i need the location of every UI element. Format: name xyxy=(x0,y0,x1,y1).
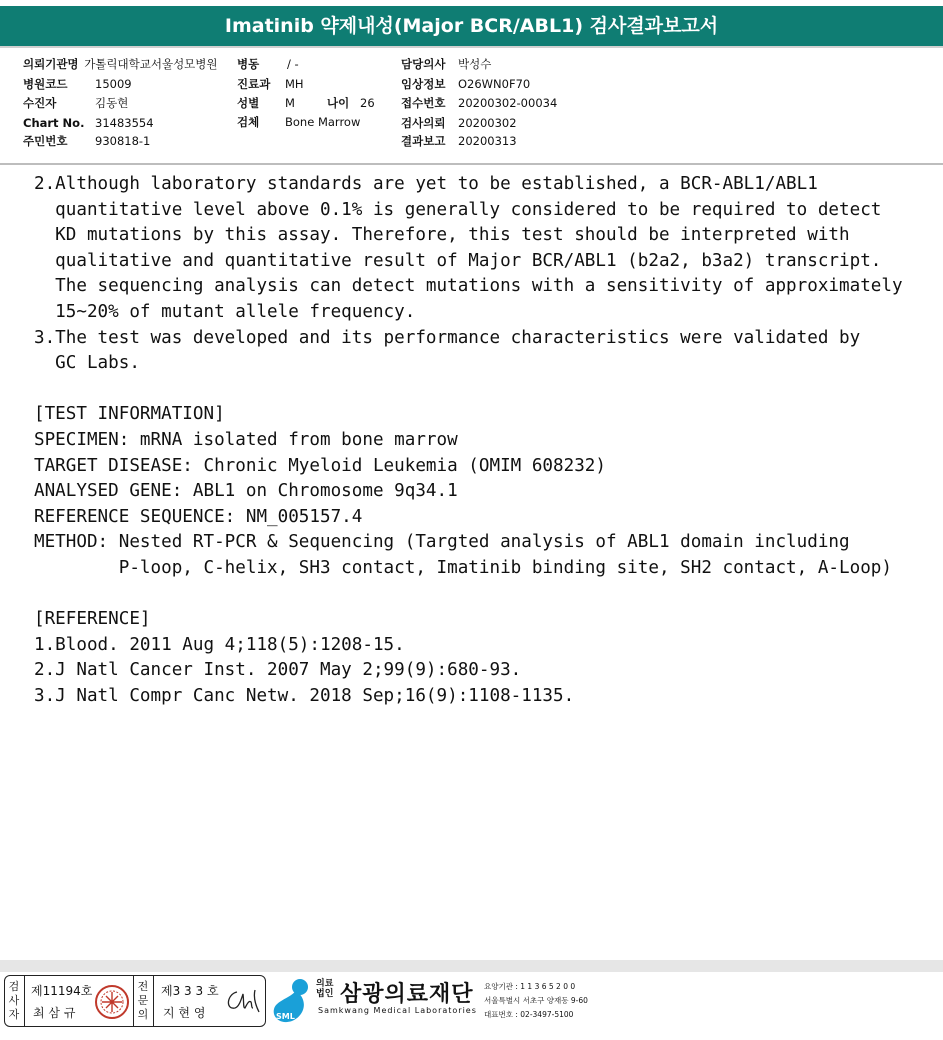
age-label: 나이 xyxy=(327,96,350,110)
header-divider xyxy=(0,163,943,165)
title-divider xyxy=(0,46,943,48)
clinical-row xyxy=(401,77,531,91)
patient-row xyxy=(23,96,129,110)
org-phone: 대표번호 : 02-3497-5100 xyxy=(484,1010,574,1019)
dept-label: 진료과 xyxy=(237,77,271,91)
institution-row xyxy=(23,57,218,71)
specialist-name: 지 현 영 xyxy=(163,1006,206,1020)
receipt-row xyxy=(401,96,558,110)
report-body-line: quantitative level above 0.1% is generally considered to be required to detect xyxy=(34,199,882,220)
org-logo-area xyxy=(272,975,602,1027)
examiner-name: 최 삼 규 xyxy=(33,1006,76,1020)
logo-text: SML xyxy=(276,1012,295,1021)
doctor-label: 담당의사 xyxy=(401,57,446,71)
chart-row xyxy=(23,116,154,130)
report-body-line: 2.J Natl Cancer Inst. 2007 May 2;99(9):680-93. xyxy=(34,660,522,681)
receipt-label: 접수번호 xyxy=(401,96,446,110)
org-prefix-2: 법인 xyxy=(316,989,334,999)
org-code: 요양기관 : 1 1 3 6 5 2 0 0 xyxy=(484,982,576,991)
patient-value: 김동현 xyxy=(95,96,129,110)
request-label: 검사의뢰 xyxy=(401,116,446,130)
report-body-line: 3.The test was developed and its performance characteristics were validated by xyxy=(34,327,861,348)
org-address: 서울특별시 서초구 양재동 9-60 xyxy=(484,996,588,1005)
org-english-name: Samkwang Medical Laboratories xyxy=(318,1006,477,1015)
report-date-row xyxy=(401,134,517,148)
clinical-label: 임상정보 xyxy=(401,77,446,91)
specimen-value: Bone Marrow xyxy=(285,115,361,129)
report-date-value: 20200313 xyxy=(458,134,517,148)
id-row xyxy=(23,134,151,148)
report-body xyxy=(34,172,934,709)
signature-divider xyxy=(24,976,25,1026)
sex-value: M xyxy=(285,96,295,110)
age-value: 26 xyxy=(360,96,375,110)
report-body-line: 1.Blood. 2011 Aug 4;118(5):1208-15. xyxy=(34,634,405,655)
request-value: 20200302 xyxy=(458,116,517,130)
dept-row xyxy=(237,77,304,91)
report-body-line: qualitative and quantitative result of Major BCR/ABL1 (b2a2, b3a2) transcript. xyxy=(34,250,882,271)
chart-value: 31483554 xyxy=(95,116,154,130)
signature-divider xyxy=(133,976,134,1026)
report-body-line: REFERENCE SEQUENCE: NM_005157.4 xyxy=(34,506,363,527)
clinical-value: O26WN0F70 xyxy=(458,77,531,91)
org-prefix-1: 의료 xyxy=(316,979,334,989)
signature-divider xyxy=(153,976,154,1026)
report-body-line: [TEST INFORMATION] xyxy=(34,404,225,425)
examiner-number: 제11194호 xyxy=(31,984,93,998)
report-body-line: TARGET DISEASE: Chronic Myeloid Leukemia (OMIM 608232) xyxy=(34,455,606,476)
doctor-row xyxy=(401,57,492,71)
report-body-line xyxy=(34,377,934,403)
specimen-label: 검체 xyxy=(237,115,260,129)
report-body-line: METHOD: Nested RT-PCR & Sequencing (Targted analysis of ABL1 domain including xyxy=(34,532,850,553)
dept-value: MH xyxy=(285,77,304,91)
sml-logo-icon xyxy=(272,977,314,1025)
report-body-line: P-loop, C-helix, SH3 contact, Imatinib binding site, SH2 contact, A-Loop) xyxy=(34,557,892,578)
report-body-line: 3.J Natl Compr Canc Netw. 2018 Sep;16(9):1108-1135. xyxy=(34,685,575,706)
footer-divider xyxy=(0,960,943,972)
hospital-code-value: 15009 xyxy=(95,77,132,91)
org-name: 삼광의료재단 xyxy=(340,982,474,1007)
report-body-line: KD mutations by this assay. Therefore, this test should be interpreted with xyxy=(34,225,850,246)
patient-label: 수진자 xyxy=(23,96,57,110)
org-prefix xyxy=(316,979,333,999)
report-date-label: 결과보고 xyxy=(401,134,446,148)
hospital-code-label: 병원코드 xyxy=(23,77,68,91)
sex-label: 성별 xyxy=(237,96,260,110)
signature-box xyxy=(4,975,266,1027)
id-label: 주민번호 xyxy=(23,134,68,148)
ward-label: 병동 xyxy=(237,57,260,71)
report-body-line: 2.Although laboratory standards are yet to be established, a BCR-ABL1/ABL1 xyxy=(34,174,818,194)
report-body-line: The sequencing analysis can detect mutations with a sensitivity of approximately xyxy=(34,276,903,297)
receipt-value: 20200302-00034 xyxy=(458,96,558,110)
hospital-code-row xyxy=(23,77,132,91)
request-row xyxy=(401,116,517,130)
institution-label: 의뢰기관명 xyxy=(23,57,79,71)
ward-value: / - xyxy=(287,57,299,71)
specialist-label: 전 문 의 xyxy=(137,980,149,1021)
report-title: Imatinib 약제내성(Major BCR/ABL1) 검사결과보고서 xyxy=(0,6,943,46)
ward-row xyxy=(237,57,299,71)
specimen-row xyxy=(237,115,361,129)
report-body-line: [REFERENCE] xyxy=(34,609,151,630)
specialist-number: 제3 3 3 호 xyxy=(161,984,219,998)
examiner-label: 검 사 자 xyxy=(8,980,20,1021)
institution-value: 가톨릭대학교서울성모병원 xyxy=(84,57,218,71)
report-body-line: ANALYSED GENE: ABL1 on Chromosome 9q34.1 xyxy=(34,481,458,502)
doctor-value: 박성수 xyxy=(458,57,492,71)
report-body-line: SPECIMEN: mRNA isolated from bone marrow xyxy=(34,429,458,450)
sex-row xyxy=(237,96,375,110)
report-body-line: 15~20% of mutant allele frequency. xyxy=(34,301,416,322)
id-value: 930818-1 xyxy=(95,134,151,148)
examiner-seal-icon xyxy=(94,984,130,1020)
report-body-line: GC Labs. xyxy=(34,353,140,374)
report-body-line xyxy=(34,582,934,608)
chart-label: Chart No. xyxy=(23,116,85,130)
specialist-signature-icon xyxy=(223,986,263,1016)
